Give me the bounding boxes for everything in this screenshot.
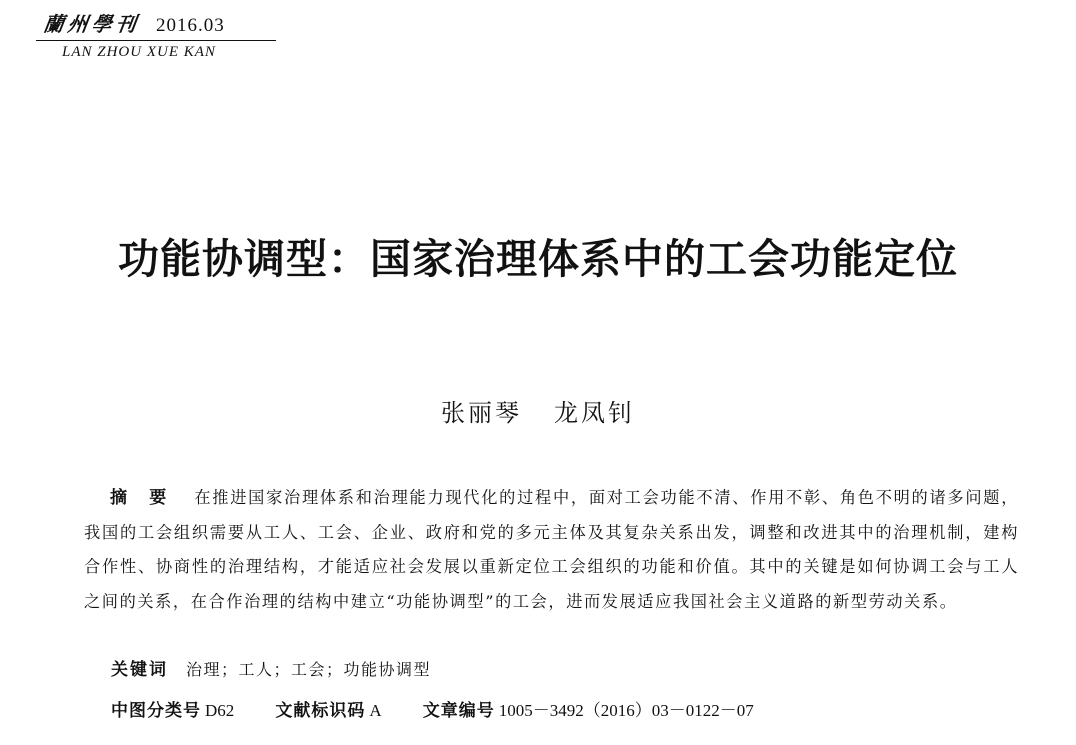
article-number-label: 文章编号	[422, 701, 495, 721]
clc-value: D62	[205, 701, 235, 720]
document-code	[275, 696, 381, 721]
document-code-label: 文献标识码	[275, 701, 366, 721]
article-number-value: 1005－3492（2016）03－0122－07	[498, 701, 754, 720]
author-name: 张丽琴	[441, 399, 522, 427]
author-line	[0, 393, 1076, 428]
clc-label: 中图分类号	[111, 701, 201, 721]
journal-header-row	[44, 8, 274, 38]
keywords-label: 关键词	[111, 660, 168, 680]
abstract	[84, 481, 1019, 619]
keywords	[111, 655, 431, 680]
journal-issue: 2016.03	[156, 15, 225, 36]
keywords-text: 治理；工人；工会；功能协调型	[186, 660, 432, 679]
classification-line	[111, 696, 790, 721]
journal-header	[42, 8, 274, 60]
abstract-label: 摘 要	[110, 488, 175, 508]
document-code-value: A	[369, 701, 382, 720]
clc-number	[111, 696, 234, 721]
article-number	[423, 696, 754, 721]
author-name: 龙凤钊	[554, 399, 635, 427]
header-rule	[36, 40, 276, 41]
journal-name-en: LAN ZHOU XUE KAN	[62, 44, 216, 60]
abstract-text: 在推进国家治理体系和治理能力现代化的过程中，面对工会功能不清、作用不彰、角色不明的诸多问题，我国的工会组织需要从工人、工会、企业、政府和党的多元主体及其复杂关系出发，调整和改进其中的治理机制，建构合作性、协商性的治理结构，才能适应社会发展以重新定位工会组织的功能和价值。其中的关键是如何协调工会与工人之间的关系，在合作治理的结构中建立“功能协调型”的工会，进而发展适应我国社会主义道路的新型劳动关系。	[84, 488, 1019, 611]
article-title: 功能协调型：国家治理体系中的工会功能定位	[118, 235, 958, 283]
journal-name-cn: 蘭州學刊	[42, 12, 142, 36]
